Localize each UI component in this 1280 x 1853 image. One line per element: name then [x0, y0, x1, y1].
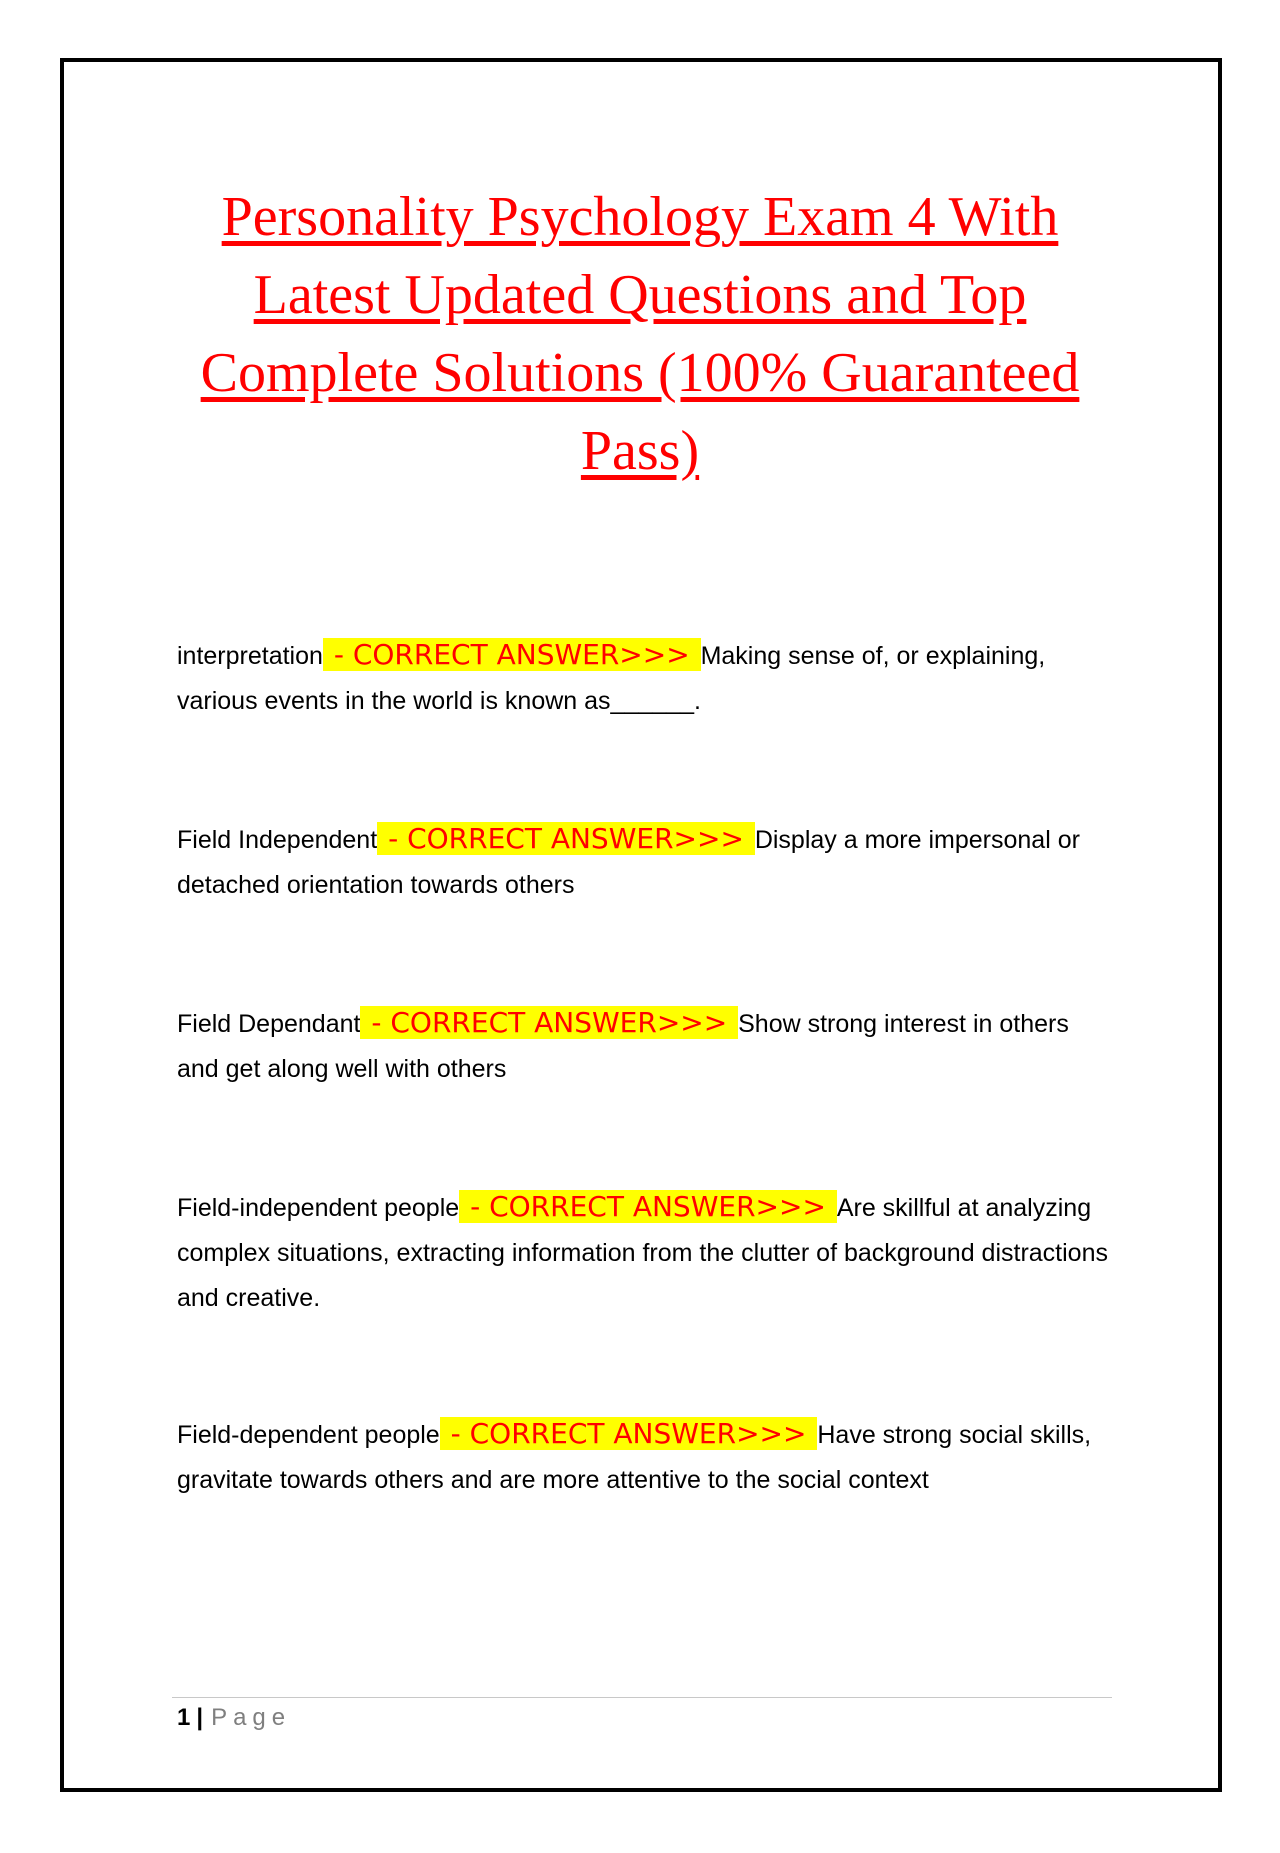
title-line: Pass) [580, 420, 700, 482]
qa-definition: Show strong interest in others and get along well with others [177, 1010, 1069, 1083]
title-line: Personality Psychology Exam 4 With [221, 186, 1059, 248]
document-title [150, 178, 1130, 490]
qa-item [177, 1184, 1117, 1321]
page-label: Page [211, 1704, 292, 1731]
qa-term: Field Dependant [177, 1010, 361, 1038]
qa-item [177, 1411, 1117, 1503]
title-line: Complete Solutions (100% Guaranteed [200, 342, 1080, 404]
page-number: 1 [177, 1704, 191, 1731]
page-separator: | [196, 1704, 204, 1731]
qa-item [177, 632, 1117, 724]
qa-definition: Are skillful at analyzing complex situations, extracting information from the clutter of background distractions and creative. [177, 1194, 1108, 1312]
qa-definition: Making sense of, or explaining, various events in the world is known as______. [177, 642, 1046, 715]
correct-answer-label: - CORRECT ANSWER>>> [441, 1417, 816, 1450]
qa-definition: Display a more impersonal or detached orientation towards others [177, 826, 1080, 899]
correct-answer-label: - CORRECT ANSWER>>> [324, 638, 699, 671]
page-footer [177, 1700, 291, 1736]
correct-answer-label: - CORRECT ANSWER>>> [461, 1190, 835, 1223]
qa-term: Field-independent people [177, 1194, 460, 1222]
footer-divider [172, 1697, 1112, 1698]
qa-term: interpretation [177, 642, 323, 670]
qa-item [177, 816, 1117, 908]
correct-answer-label: - CORRECT ANSWER>>> [379, 822, 753, 855]
qa-term: Field-dependent people [177, 1421, 440, 1449]
qa-item [177, 1000, 1117, 1092]
qa-definition: Have strong social skills, gravitate towards others and are more attentive to the social context [177, 1421, 1092, 1494]
correct-answer-label: - CORRECT ANSWER>>> [362, 1006, 737, 1039]
title-line: Latest Updated Questions and Top [253, 264, 1027, 326]
qa-term: Field Independent [177, 826, 378, 854]
